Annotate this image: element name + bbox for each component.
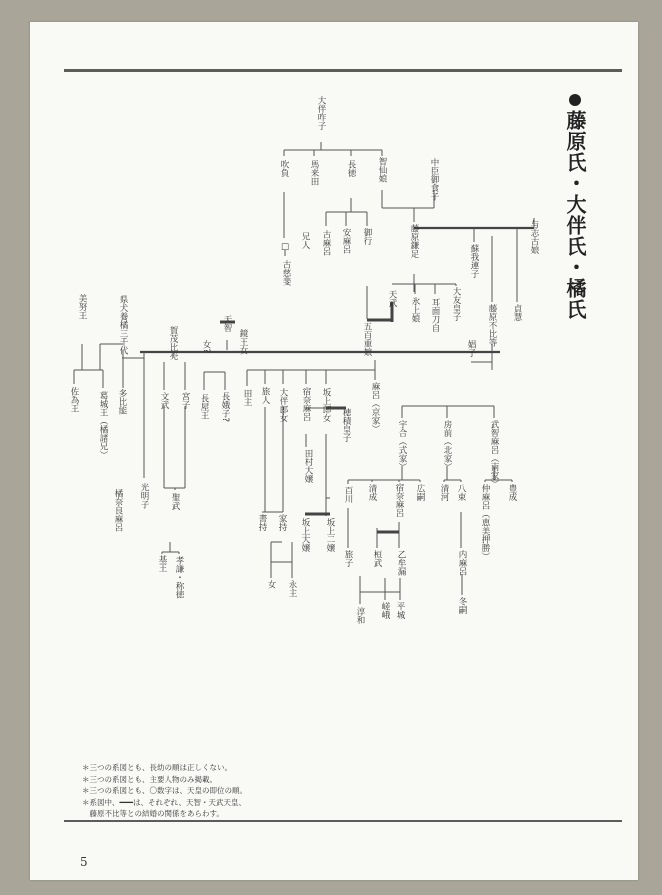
- person-p27: 鏡王女: [238, 329, 248, 355]
- person-p15: 古慈斐: [281, 260, 291, 286]
- person-p22: 藤原不比等: [487, 304, 497, 347]
- footnote-1: ＊三つの系図とも、長幼の順は正しくない。: [82, 763, 232, 772]
- person-p11: 安麻呂: [341, 228, 351, 254]
- person-p68: 内麻呂: [457, 550, 467, 576]
- person-p13: 蘇我連子: [469, 244, 479, 278]
- person-p50: 田村大嬢: [303, 449, 313, 483]
- person-p19: 大友皇子: [451, 287, 461, 321]
- person-p64: 孝謙・称徳: [174, 556, 184, 599]
- book-page: [30, 22, 638, 880]
- person-p16: 天武: [387, 290, 397, 307]
- person-p56: 清成: [367, 484, 377, 501]
- footnotes: [82, 762, 247, 820]
- person-p72: 嵯峨: [380, 602, 390, 619]
- page-title-text: 藤原氏・大伴氏・橘氏: [563, 110, 587, 320]
- person-p24: 美努王: [77, 294, 87, 320]
- person-p03: 馬来田: [309, 160, 319, 186]
- person-p17: 氷上娘: [410, 297, 420, 323]
- person-p38: 旅人: [260, 387, 270, 404]
- person-p08: 兄人: [300, 232, 310, 249]
- person-p67: 乙牟漏: [396, 550, 406, 576]
- person-p26: 天智: [222, 315, 232, 332]
- person-p20: 耳面刀自: [430, 298, 440, 332]
- person-p49: 橘奈良麻呂: [113, 489, 123, 532]
- person-p07: 与志古娘: [529, 220, 539, 254]
- person-p36: 長娥子?: [220, 392, 230, 423]
- page-number: 5: [80, 855, 88, 869]
- person-p09: 古麻呂: [321, 230, 331, 256]
- person-p53: 書持: [257, 514, 267, 531]
- person-p70: 永主: [287, 580, 297, 597]
- person-p60: 八束: [456, 484, 466, 501]
- person-p40: 宿奈麻呂: [301, 387, 311, 421]
- person-p28: 賀茂比売: [168, 326, 178, 360]
- person-p54: 家持: [277, 514, 287, 531]
- family-tree-diagram: [30, 22, 638, 880]
- person-p74: 冬嗣: [457, 597, 467, 614]
- person-p71: 淳和: [355, 607, 365, 624]
- person-p48: 聖武: [170, 493, 180, 510]
- footnote-5: 藤原不比等との結婚の関係をあらわす。: [82, 809, 224, 818]
- person-p69: 女: [266, 580, 276, 589]
- footnote-4: ＊系図中、━━━は、それぞれ、天智・天武天皇、: [82, 797, 246, 807]
- person-p06: 中臣御食子: [429, 158, 439, 201]
- person-p43: 穂積皇子: [341, 408, 351, 442]
- person-p02: 吹負: [279, 160, 289, 177]
- footnote-3: ＊三つの系図とも、〇数字は、天皇の即位の順。: [82, 786, 247, 795]
- person-p57: 宿奈麻呂: [394, 483, 404, 517]
- tree-names: [69, 95, 539, 625]
- person-p66: 桓武: [372, 550, 382, 567]
- person-p65: 旅子: [343, 550, 353, 567]
- person-p34: 宮子: [180, 392, 190, 409]
- person-p12: 藤原鎌足: [409, 224, 419, 258]
- person-p04: 長徳: [346, 160, 356, 177]
- person-p31: 葛城王（橘諸兄）: [98, 391, 108, 459]
- person-p51: 坂上大嬢: [300, 518, 310, 552]
- person-p58: 広嗣: [415, 484, 425, 501]
- person-p18: 五百重娘: [362, 322, 372, 356]
- person-p62: 豊成: [507, 484, 517, 501]
- person-p05: 智仙娘: [377, 157, 387, 183]
- person-p61: 仲麻呂（恵美押勝）: [480, 484, 490, 561]
- person-p52: 坂上二嬢: [325, 518, 335, 552]
- person-p47: 光明子: [139, 483, 149, 509]
- person-p21: 娼子: [466, 340, 476, 357]
- person-p42: 麻呂（京家）: [370, 382, 380, 433]
- person-p59: 清河: [439, 484, 449, 501]
- person-p41: 坂上郎女: [321, 388, 331, 422]
- person-p37: 田主: [242, 389, 252, 406]
- person-p33: 文武: [159, 392, 169, 409]
- person-p46: 武智麻呂（南家）: [489, 420, 499, 488]
- person-p14: □: [280, 242, 290, 252]
- person-p32: 多比能: [117, 389, 127, 415]
- person-p35: 長屋王: [199, 394, 209, 420]
- footnote-2: ＊三つの系図とも、主要人物のみ掲載。: [82, 774, 217, 784]
- person-p10: 御行: [362, 228, 372, 245]
- person-p29: 女?: [201, 340, 211, 354]
- person-p63: 基王: [157, 555, 167, 572]
- person-p25: 県犬養橘三千代: [118, 295, 128, 355]
- person-p73: 平城: [395, 602, 405, 619]
- bottom-rule: [64, 820, 622, 822]
- person-p45: 房前（北家）: [442, 420, 452, 471]
- person-p30: 佐為王: [69, 387, 79, 413]
- person-p01: 大伴咋子: [316, 96, 326, 130]
- person-p44: 宇合（式家）: [397, 420, 407, 471]
- person-p23: 貞慧: [512, 304, 522, 321]
- person-p39: 大伴郎女: [278, 388, 288, 422]
- person-p55: 百川: [343, 486, 353, 503]
